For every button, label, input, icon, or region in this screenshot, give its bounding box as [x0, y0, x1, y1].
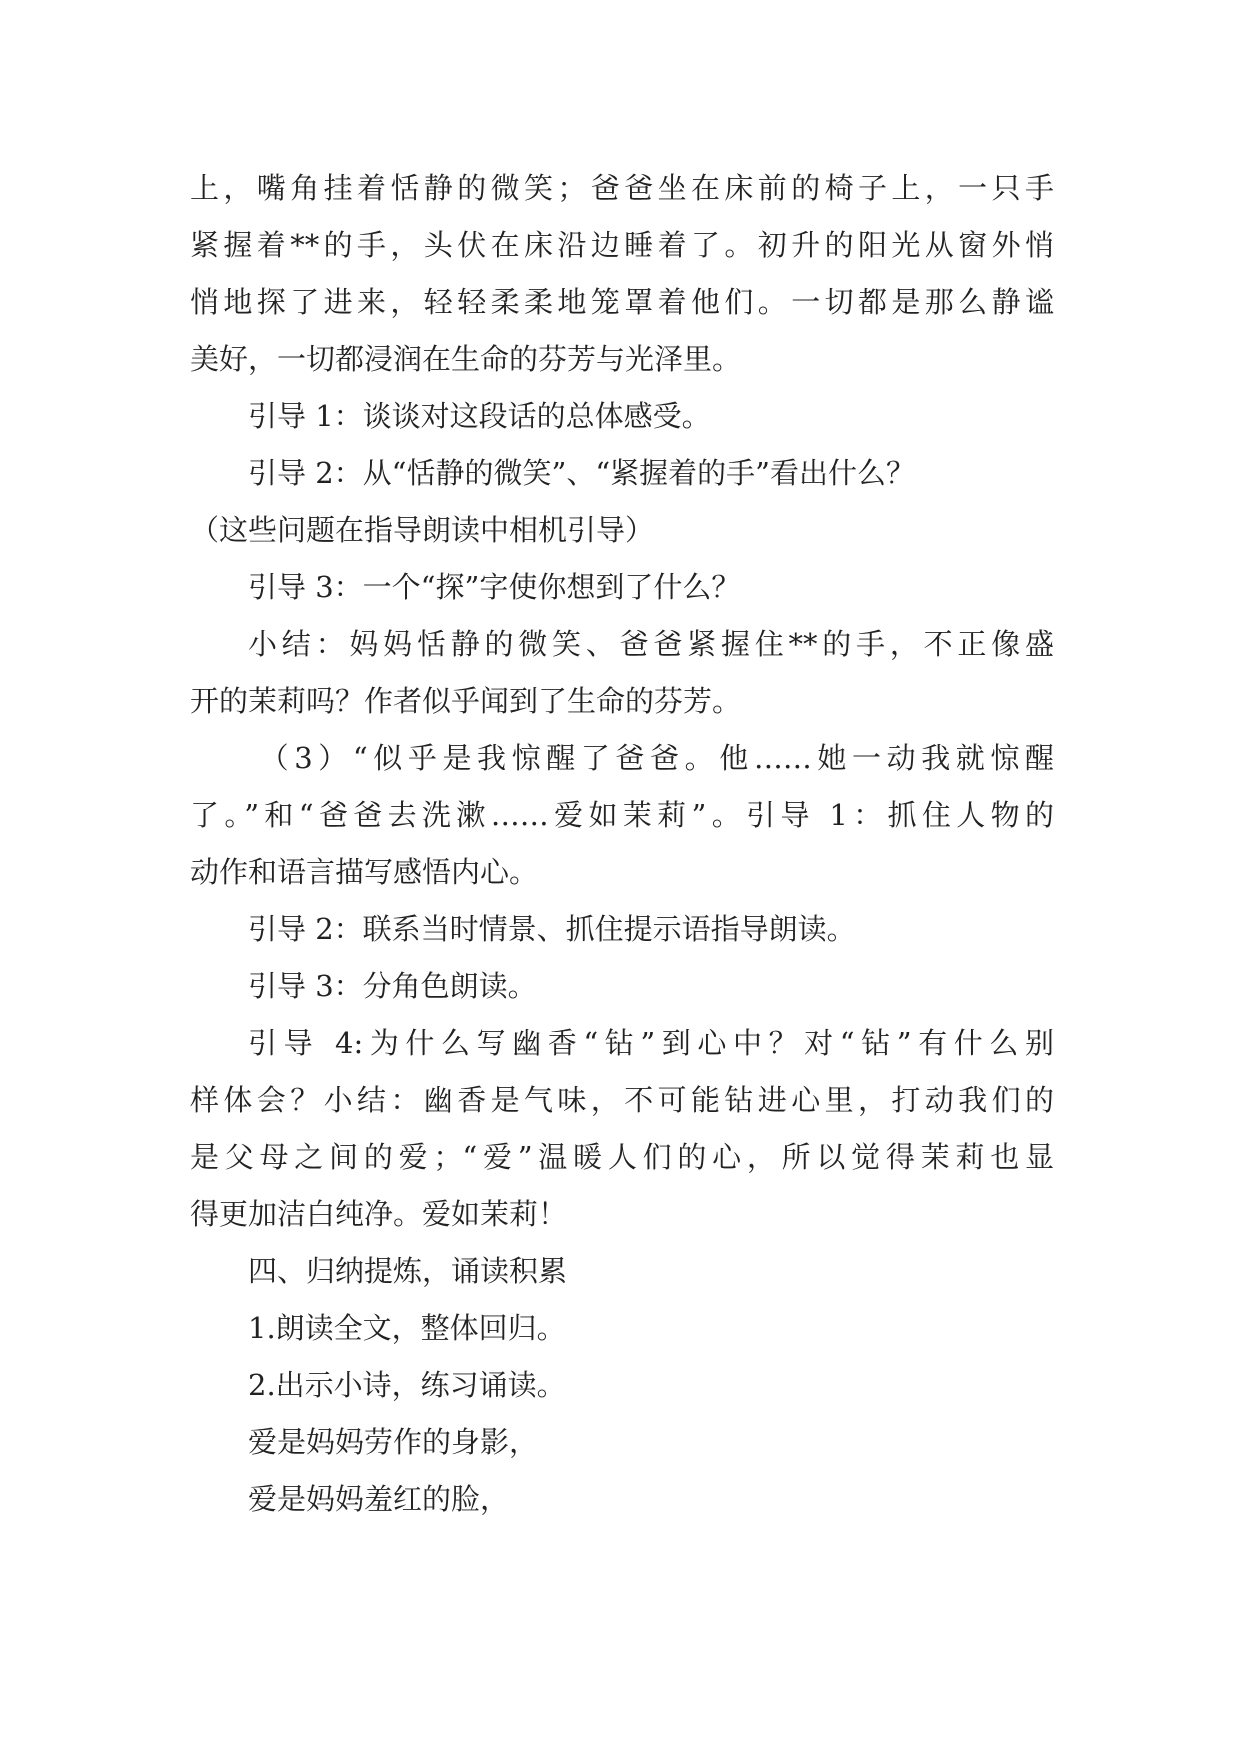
paragraph — [190, 1300, 1054, 1357]
text-line: 2.出示小诗，练习诵读。 — [248, 1368, 566, 1402]
text-line: 爱是妈妈羞红的脸， — [248, 1482, 510, 1516]
text-line: 引导 2：从“恬静的微笑”、“紧握着的手”看出什么？ — [248, 456, 915, 490]
text-line: 引导 3：分角色朗读。 — [248, 969, 537, 1003]
text-line: 悄地探了进来，轻轻柔柔地笼罩着他们。一切都是那么静谧 — [190, 285, 1054, 319]
paragraph — [190, 559, 1054, 616]
paragraph — [190, 616, 1054, 730]
text-line: 引导 2：联系当时情景、抓住提示语指导朗读。 — [248, 912, 856, 946]
text-line: 紧握着**的手，头伏在床沿边睡着了。初升的阳光从窗外悄 — [190, 228, 1054, 262]
text-line: 了。”和“爸爸去洗漱……爱如茉莉”。引导 1：抓住人物的 — [190, 798, 1054, 832]
text-line: （3）“似乎是我惊醒了爸爸。他……她一动我就惊醒 — [259, 741, 1054, 775]
text-line: （这些问题在指导朗读中相机引导） — [190, 513, 655, 547]
text-line: 是父母之间的爱；“爱”温暖人们的心，所以觉得茉莉也显 — [190, 1140, 1054, 1174]
text-line: 引导 3：一个“探”字使你想到了什么？ — [248, 570, 741, 604]
text-line: 四、归纳提炼，诵读积累 — [248, 1254, 568, 1288]
paragraph — [190, 160, 1054, 388]
paragraph — [190, 1357, 1054, 1414]
paragraph — [190, 901, 1054, 958]
text-line: 1.朗读全文，整体回归。 — [248, 1311, 566, 1345]
paragraph — [190, 1471, 1054, 1528]
paragraph — [190, 445, 1054, 559]
paragraph — [190, 730, 1054, 901]
document-body — [190, 160, 1054, 1528]
text-line: 引导 1：谈谈对这段话的总体感受。 — [248, 399, 711, 433]
paragraph — [190, 958, 1054, 1015]
text-line: 小结：妈妈恬静的微笑、爸爸紧握住**的手，不正像盛 — [248, 627, 1054, 661]
paragraph — [190, 1414, 1054, 1471]
text-line: 上，嘴角挂着恬静的微笑；爸爸坐在床前的椅子上，一只手 — [190, 171, 1054, 205]
paragraph — [190, 388, 1054, 445]
text-line: 得更加洁白纯净。爱如茉莉！ — [190, 1197, 568, 1231]
text-line: 爱是妈妈劳作的身影， — [248, 1425, 539, 1459]
paragraph — [190, 1015, 1054, 1243]
text-line: 美好，一切都浸润在生命的芬芳与光泽里。 — [190, 342, 742, 376]
text-line: 动作和语言描写感悟内心。 — [190, 855, 539, 889]
text-line: 引导 4:为什么写幽香“钻”到心中？对“钻”有什么别 — [248, 1026, 1054, 1060]
text-line: 开的茉莉吗？作者似乎闻到了生命的芬芳。 — [190, 684, 742, 718]
text-line: 样体会？小结：幽香是气味，不可能钻进心里，打动我们的 — [190, 1083, 1054, 1117]
paragraph — [190, 1243, 1054, 1300]
